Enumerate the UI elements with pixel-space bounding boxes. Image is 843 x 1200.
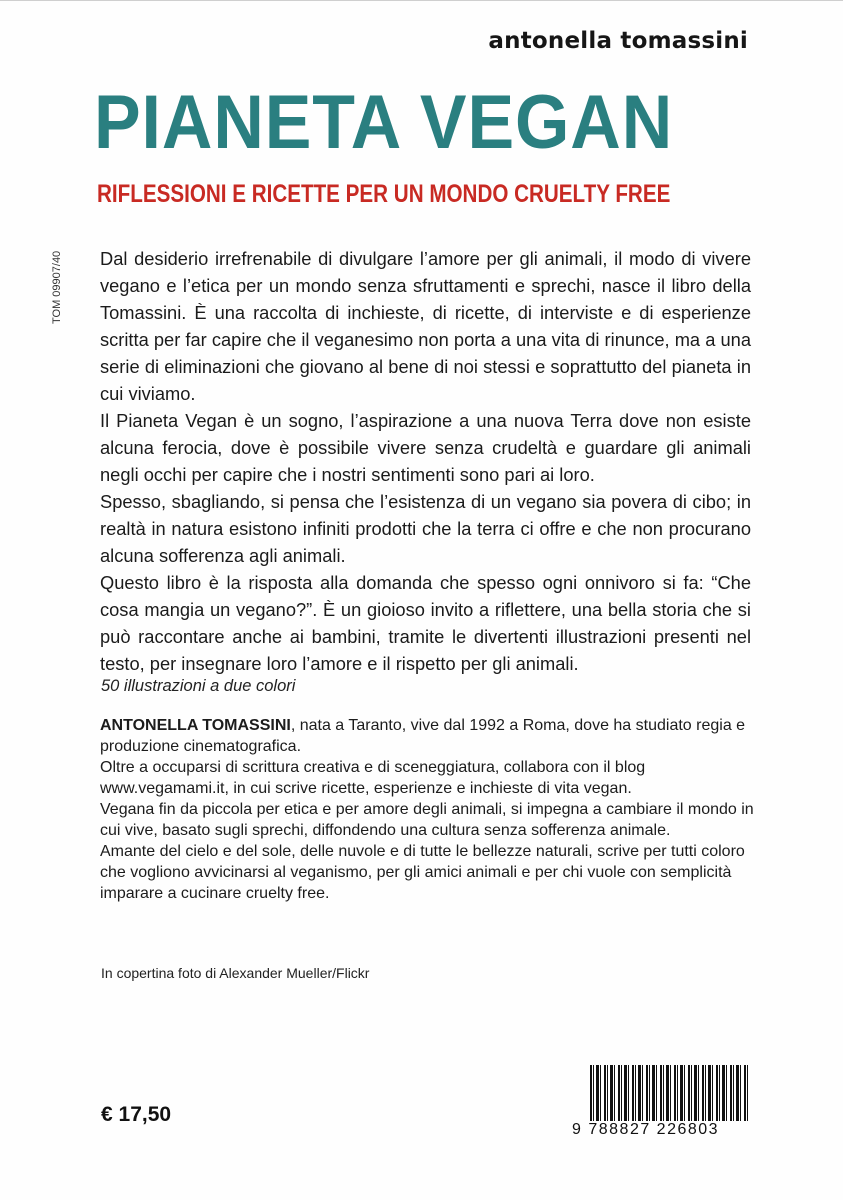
blurb-text: [100, 245, 751, 677]
blurb-paragraph: Dal desiderio irrefrenabile di divulgare l’amore per gli animali, il modo di vivere vegano e l’etica per un mondo senza sfruttamenti e sprechi, nasce il libro della Tomassini. È una raccolta di inchieste, di ricette, di interviste e di esperienze scritta per far capire che il veganesimo non porta a una vita di rinunce, ma a una serie di eliminazioni che giovano al bene di noi stessi e soprattutto del pianeta in cui viviamo.: [100, 248, 751, 404]
bio-paragraph: Vegana fin da piccola per etica e per amore degli animali, si impegna a cambiare il mondo in cui vive, basato sugli sprechi, diffondendo una cultura senza sofferenza animale.: [100, 801, 754, 839]
isbn-barcode: [560, 1061, 760, 1141]
author-name: antonella tomassini: [488, 28, 748, 54]
bio-author-name: ANTONELLA TOMASSINI: [100, 717, 291, 734]
barcode-bars: [590, 1065, 750, 1121]
blurb-paragraph: Questo libro è la risposta alla domanda che spesso ogni onnivoro si fa: “Che cosa mangia un vegano?”. È un gioioso invito a riflettere, una bella storia che si può raccontare anche ai bambini, tramite le divertenti illustrazioni presenti nel testo, per insegnare loro l’amore e il rispetto per gli animali.: [100, 572, 751, 674]
bio-paragraph: Oltre a occuparsi di scrittura creativa e di sceneggiatura, collabora con il blog www.vegamami.it, in cui scrive ricette, esperienze e inchieste di vita vegan.: [100, 759, 646, 797]
author-bio: [100, 715, 755, 904]
bio-paragraph: Amante del cielo e del sole, delle nuvole e di tutte le bellezze naturali, scrive per tutti coloro che vogliono avvicinarsi al veganismo, per gli amici animali e per chi vuole con semplicità imparare a cucinare cruelty free.: [100, 843, 745, 902]
price-label: € 17,50: [101, 1103, 172, 1126]
blurb-paragraph: Il Pianeta Vegan è un sogno, l’aspirazione a una nuova Terra dove non esiste alcuna ferocia, dove è possibile vivere senza crudeltà e guardare gli animali negli occhi per capire che i nostri sentimenti sono pari ai loro.: [100, 410, 751, 485]
bio-first-line: , nata a Taranto, vive dal 1992 a Roma, dove ha studiato regia e produzione cinematografica.: [100, 717, 746, 755]
book-title: PIANETA VEGAN: [94, 80, 674, 165]
isbn-number: 9 788827 226803: [572, 1121, 720, 1138]
blurb-paragraph: Spesso, sbagliando, si pensa che l’esistenza di un vegano sia povera di cibo; in realtà in natura esistono infiniti prodotti che la terra ci offre e che non procurano alcuna sofferenza agli animali.: [100, 491, 751, 566]
catalog-code: TOM 09907/40: [51, 250, 63, 324]
bio-paragraph: [100, 715, 755, 757]
photo-credit: In copertina foto di Alexander Mueller/Flickr: [101, 965, 370, 981]
illustrations-note: 50 illustrazioni a due colori: [101, 677, 296, 695]
book-subtitle: RIFLESSIONI E RICETTE PER UN MONDO CRUELTY FREE: [97, 180, 671, 208]
